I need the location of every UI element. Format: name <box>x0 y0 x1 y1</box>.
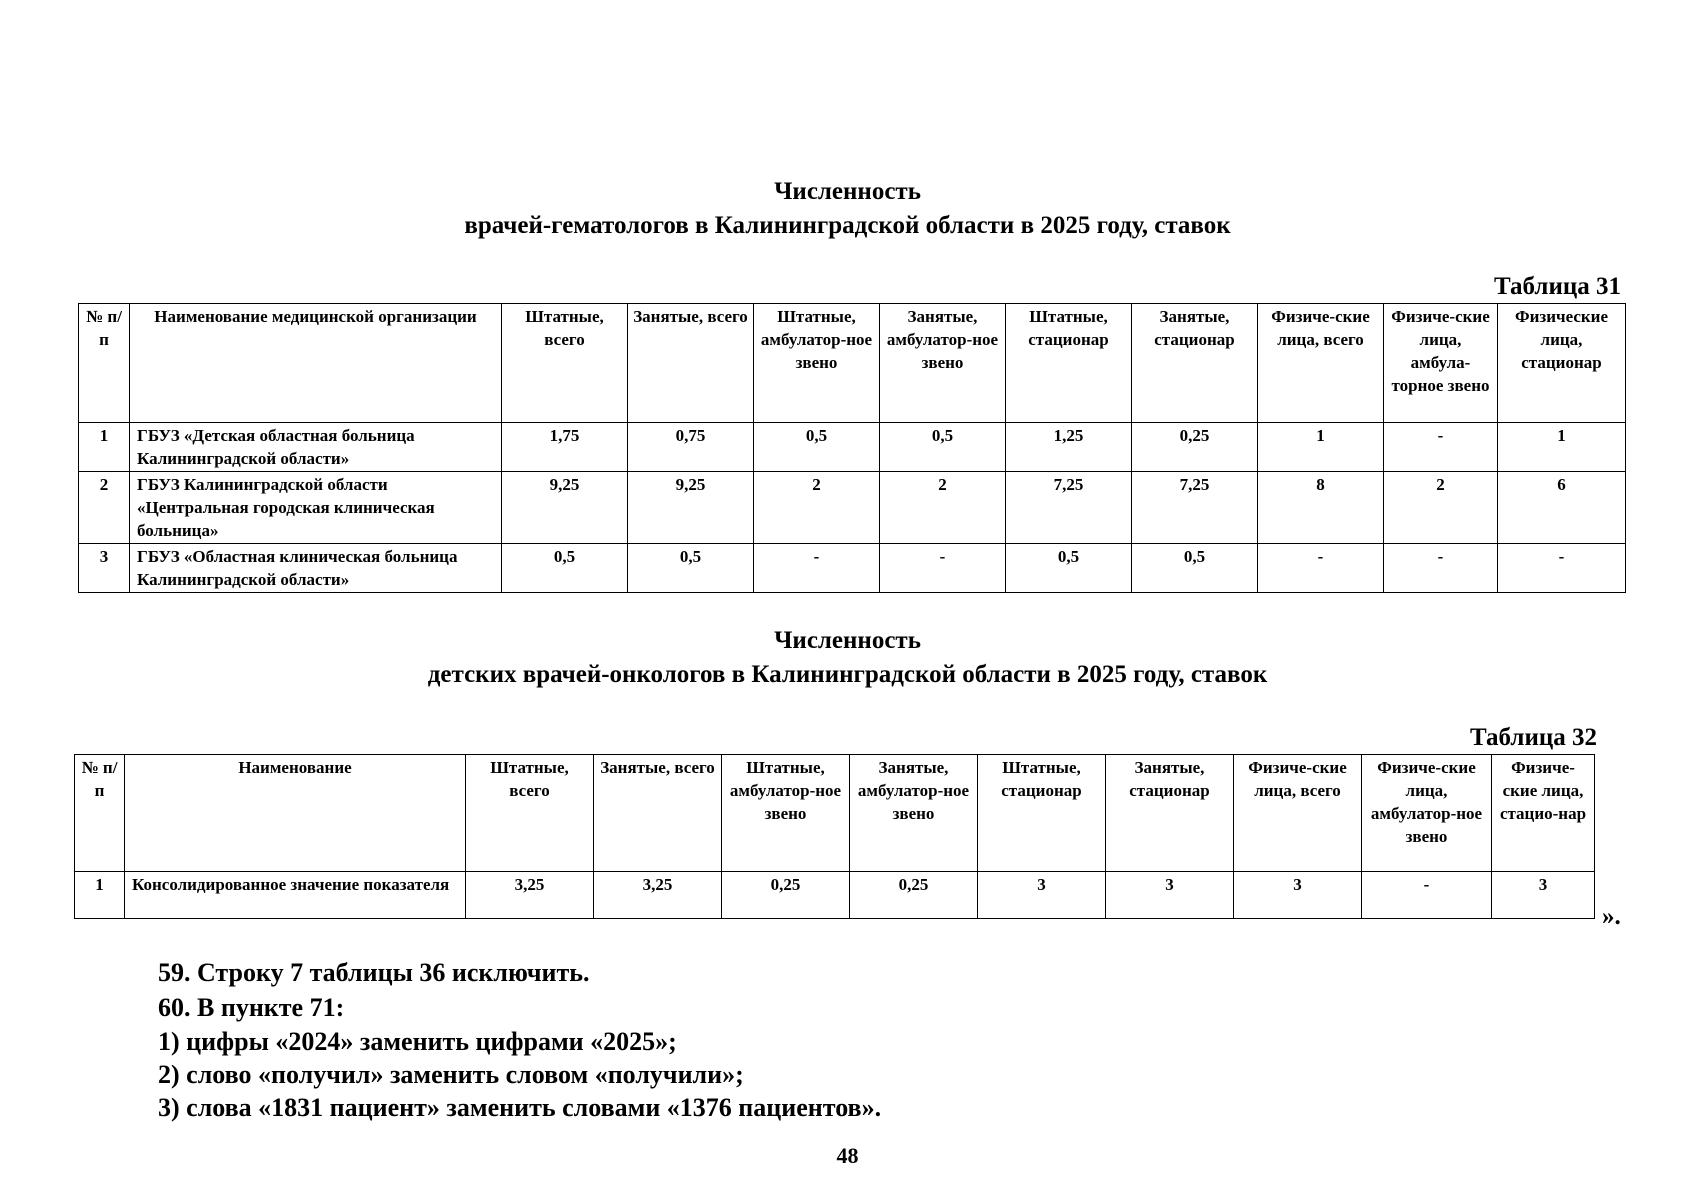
table-cell: - <box>754 544 880 593</box>
table31-header-cell: Занятые, стационар <box>1132 304 1258 423</box>
table32-header-cell: Физиче-ские лица, амбулатор-ное звено <box>1362 755 1492 872</box>
table31-header-cell: Наименование медицинской организации <box>130 304 502 423</box>
table-cell: - <box>1362 872 1492 919</box>
table32-label: Таблица 32 <box>1469 724 1597 751</box>
table31-header-cell: Штатные, всего <box>502 304 628 423</box>
table32-header-cell: Штатные, всего <box>466 755 594 872</box>
table-cell: Консолидированное значение показателя <box>125 872 466 919</box>
table-cell: 1 <box>75 872 125 919</box>
page-number: 48 <box>836 1143 859 1168</box>
table-cell: - <box>1384 544 1498 593</box>
table-cell: 3 <box>978 872 1106 919</box>
table-cell: 1,75 <box>502 423 628 472</box>
table-cell: 0,5 <box>502 544 628 593</box>
table-cell: 1 <box>1498 423 1626 472</box>
table31-heading-line1: Численность <box>774 178 921 205</box>
table31-header-cell: Занятые, всего <box>628 304 754 423</box>
table32-header-row <box>75 755 1595 872</box>
table31-header-cell: Занятые, амбулатор-ное звено <box>880 304 1006 423</box>
table-cell: 2 <box>1384 472 1498 544</box>
table-cell: 3,25 <box>466 872 594 919</box>
table-cell: - <box>1258 544 1384 593</box>
table-cell: 1 <box>79 423 130 472</box>
table32-header-cell: Штатные, стационар <box>978 755 1106 872</box>
table-row <box>79 423 1626 472</box>
paragraph-item-59: 59. Строку 7 таблицы 36 исключить. <box>158 958 590 987</box>
table-cell: 1 <box>1258 423 1384 472</box>
paragraph-subitem-1: 1) цифры «2024» заменить цифрами «2025»; <box>158 1027 677 1056</box>
table-cell: 3 <box>1234 872 1362 919</box>
table-cell: 3 <box>1492 872 1595 919</box>
table32-header-cell: Занятые, амбулатор-ное звено <box>850 755 978 872</box>
table-cell: - <box>1498 544 1626 593</box>
table32-header-cell: Наименование <box>125 755 466 872</box>
table-cell: 0,25 <box>722 872 850 919</box>
table31-header-cell: Физические лица, стационар <box>1498 304 1626 423</box>
table31-label: Таблица 31 <box>1493 273 1621 300</box>
table-cell: 0,25 <box>850 872 978 919</box>
table31-header-cell: Физиче-ские лица, всего <box>1258 304 1384 423</box>
table-row <box>75 872 1595 919</box>
table32-header-cell: № п/п <box>75 755 125 872</box>
table31-header-row <box>79 304 1626 423</box>
table32 <box>74 754 1595 919</box>
table-cell: 3 <box>79 544 130 593</box>
table-cell: 0,25 <box>1132 423 1258 472</box>
table-cell: 3,25 <box>594 872 722 919</box>
table-cell: - <box>880 544 1006 593</box>
table-cell: 9,25 <box>502 472 628 544</box>
table-cell: ГБУЗ «Областная клиническая больница Калининградской области» <box>130 544 502 593</box>
table-row <box>79 544 1626 593</box>
table-cell: 7,25 <box>1006 472 1132 544</box>
table32-header-cell: Занятые, всего <box>594 755 722 872</box>
table32-header-cell: Физиче-ские лица, всего <box>1234 755 1362 872</box>
table-cell: 0,5 <box>880 423 1006 472</box>
table32-heading-line1: Численность <box>774 627 921 654</box>
table32-heading <box>0 624 1695 692</box>
table32-header-cell: Физиче-ские лица, стацио-нар <box>1492 755 1595 872</box>
table-cell: 6 <box>1498 472 1626 544</box>
table-cell: 2 <box>754 472 880 544</box>
table31 <box>78 303 1626 593</box>
table31-header-cell: Штатные, амбулатор-ное звено <box>754 304 880 423</box>
table-cell: ГБУЗ «Детская областная больница Калининградской области» <box>130 423 502 472</box>
table-cell: 2 <box>79 472 130 544</box>
paragraph-subitem-3: 3) слова «1831 пациент» заменить словами «1376 пациентов». <box>158 1093 882 1122</box>
paragraph-item-60: 60. В пункте 71: <box>158 993 345 1022</box>
table-cell: 0,5 <box>628 544 754 593</box>
table-cell: 0,75 <box>628 423 754 472</box>
table32-heading-line2: детских врачей-онкологов в Калининградской области в 2025 году, ставок <box>427 661 1268 688</box>
table-cell: 0,5 <box>754 423 880 472</box>
closing-quote-mark: ». <box>1602 903 1621 930</box>
table-row <box>79 472 1626 544</box>
table-cell: 2 <box>880 472 1006 544</box>
table31-header-cell: Физиче-ские лица, амбула-торное звено <box>1384 304 1498 423</box>
table-cell: 9,25 <box>628 472 754 544</box>
table32-header-cell: Штатные, амбулатор-ное звено <box>722 755 850 872</box>
table-cell: 8 <box>1258 472 1384 544</box>
table31-header-cell: Штатные, стационар <box>1006 304 1132 423</box>
table-cell: 7,25 <box>1132 472 1258 544</box>
paragraph-subitem-2: 2) слово «получил» заменить словом «получили»; <box>158 1060 744 1089</box>
table-cell: 0,5 <box>1132 544 1258 593</box>
table-cell: 3 <box>1106 872 1234 919</box>
table31-heading <box>0 175 1695 243</box>
table-cell: 0,5 <box>1006 544 1132 593</box>
table31-header-cell: № п/п <box>79 304 130 423</box>
table-cell: ГБУЗ Калининградской области «Центральная городская клиническая больница» <box>130 472 502 544</box>
table-cell: - <box>1384 423 1498 472</box>
table32-header-cell: Занятые, стационар <box>1106 755 1234 872</box>
table-cell: 1,25 <box>1006 423 1132 472</box>
table31-heading-line2: врачей-гематологов в Калининградской области в 2025 году, ставок <box>464 212 1231 239</box>
